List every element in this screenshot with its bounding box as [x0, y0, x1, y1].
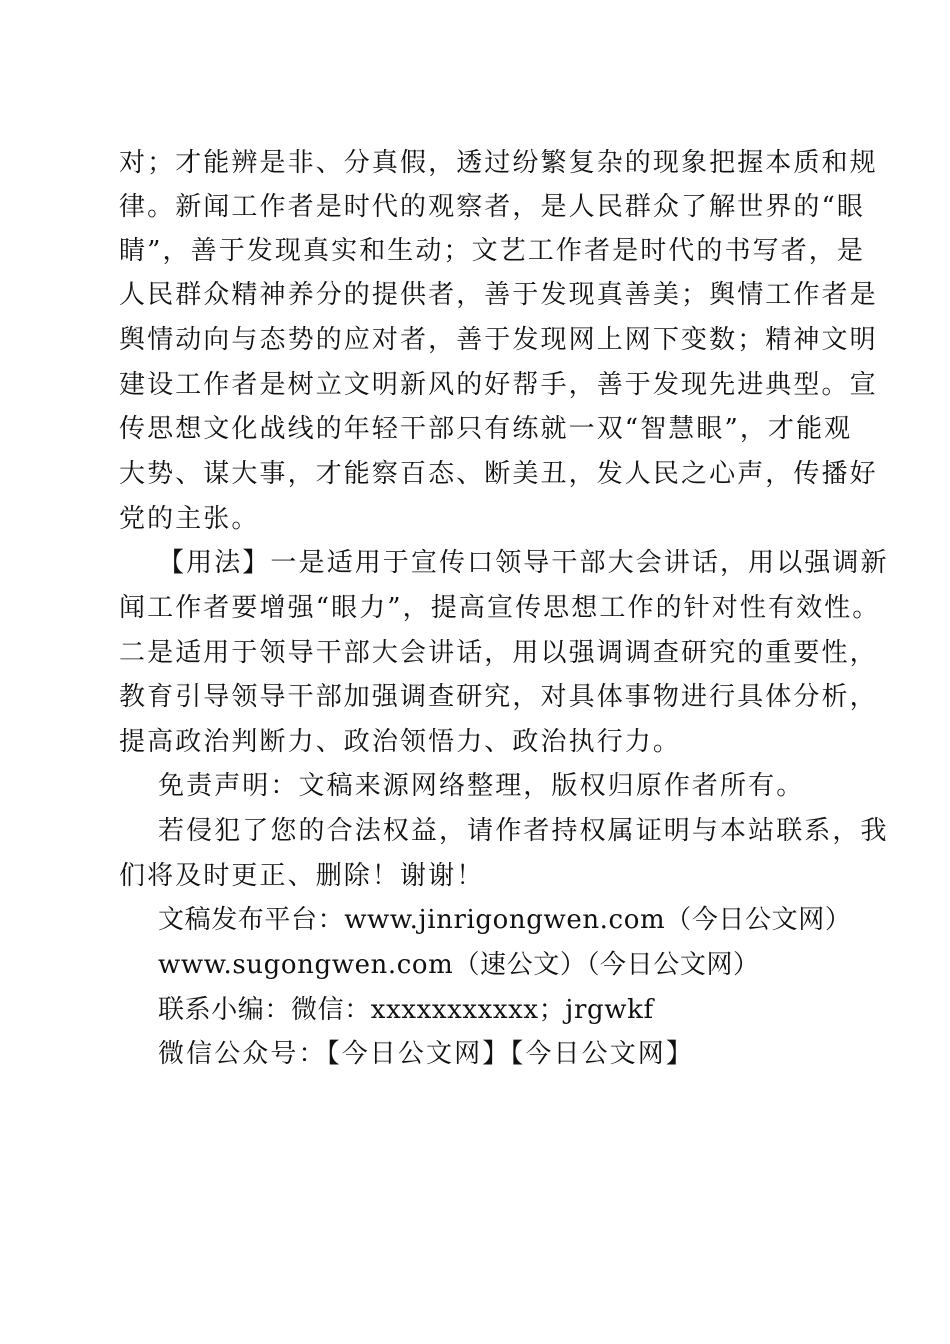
usage-line-5: 提高政治判断力、政治领悟力、政治执行力。 — [119, 727, 682, 757]
platform-line: 文稿发布平台：www.jinrigongwen.com（今日公文网） — [158, 905, 852, 935]
body-line-7: 传思想文化战线的年轻干部只有练就一双“智慧眼”，才能观 — [119, 414, 853, 444]
body-line-1: 对；才能辨是非、分真假，透过纷繁复杂的现象把握本质和规 — [119, 148, 878, 178]
usage-line-1: 【用法】一是适用于宣传口领导干部大会讲话，用以强调新 — [158, 548, 889, 578]
usage-line-3: 二是适用于领导干部大会讲话，用以强调调查研究的重要性， — [119, 638, 878, 668]
body-line-4: 人民群众精神养分的提供者，善于发现真善美；舆情工作者是 — [119, 280, 878, 310]
usage-line-2: 闻工作者要增强“眼力”，提高宣传思想工作的针对性有效性。 — [119, 593, 881, 623]
body-line-8: 大势、谋大事，才能察百态、断美丑，发人民之心声，传播好 — [119, 459, 878, 489]
body-line-2: 律。新闻工作者是时代的观察者，是人民群众了解世界的“眼 — [119, 192, 865, 222]
usage-line-4: 教育引导领导干部加强调查研究，对具体事物进行具体分析， — [119, 682, 878, 712]
body-line-3: 睛”，善于发现真实和生动；文艺工作者是时代的书写者，是 — [119, 236, 865, 266]
disclaimer-line: 免责声明：文稿来源网络整理，版权归原作者所有。 — [158, 771, 805, 801]
official-account-line: 微信公众号：【今日公文网】【今日公文网】 — [158, 1039, 695, 1069]
body-line-9: 党的主张。 — [119, 504, 260, 534]
platform-alt-line: www.sugongwen.com（速公文）（今日公文网） — [158, 950, 760, 980]
infringement-line-2: 们将及时更正、删除！谢谢！ — [119, 861, 485, 891]
infringement-line-1: 若侵犯了您的合法权益，请作者持权属证明与本站联系，我 — [158, 816, 889, 846]
contact-line: 联系小编：微信：xxxxxxxxxxx；jrgwkf — [158, 995, 654, 1025]
body-line-6: 建设工作者是树立文明新风的好帮手，善于发现先进典型。宣 — [119, 370, 878, 400]
body-line-5: 舆情动向与态势的应对者，善于发现网上网下变数；精神文明 — [119, 325, 878, 355]
